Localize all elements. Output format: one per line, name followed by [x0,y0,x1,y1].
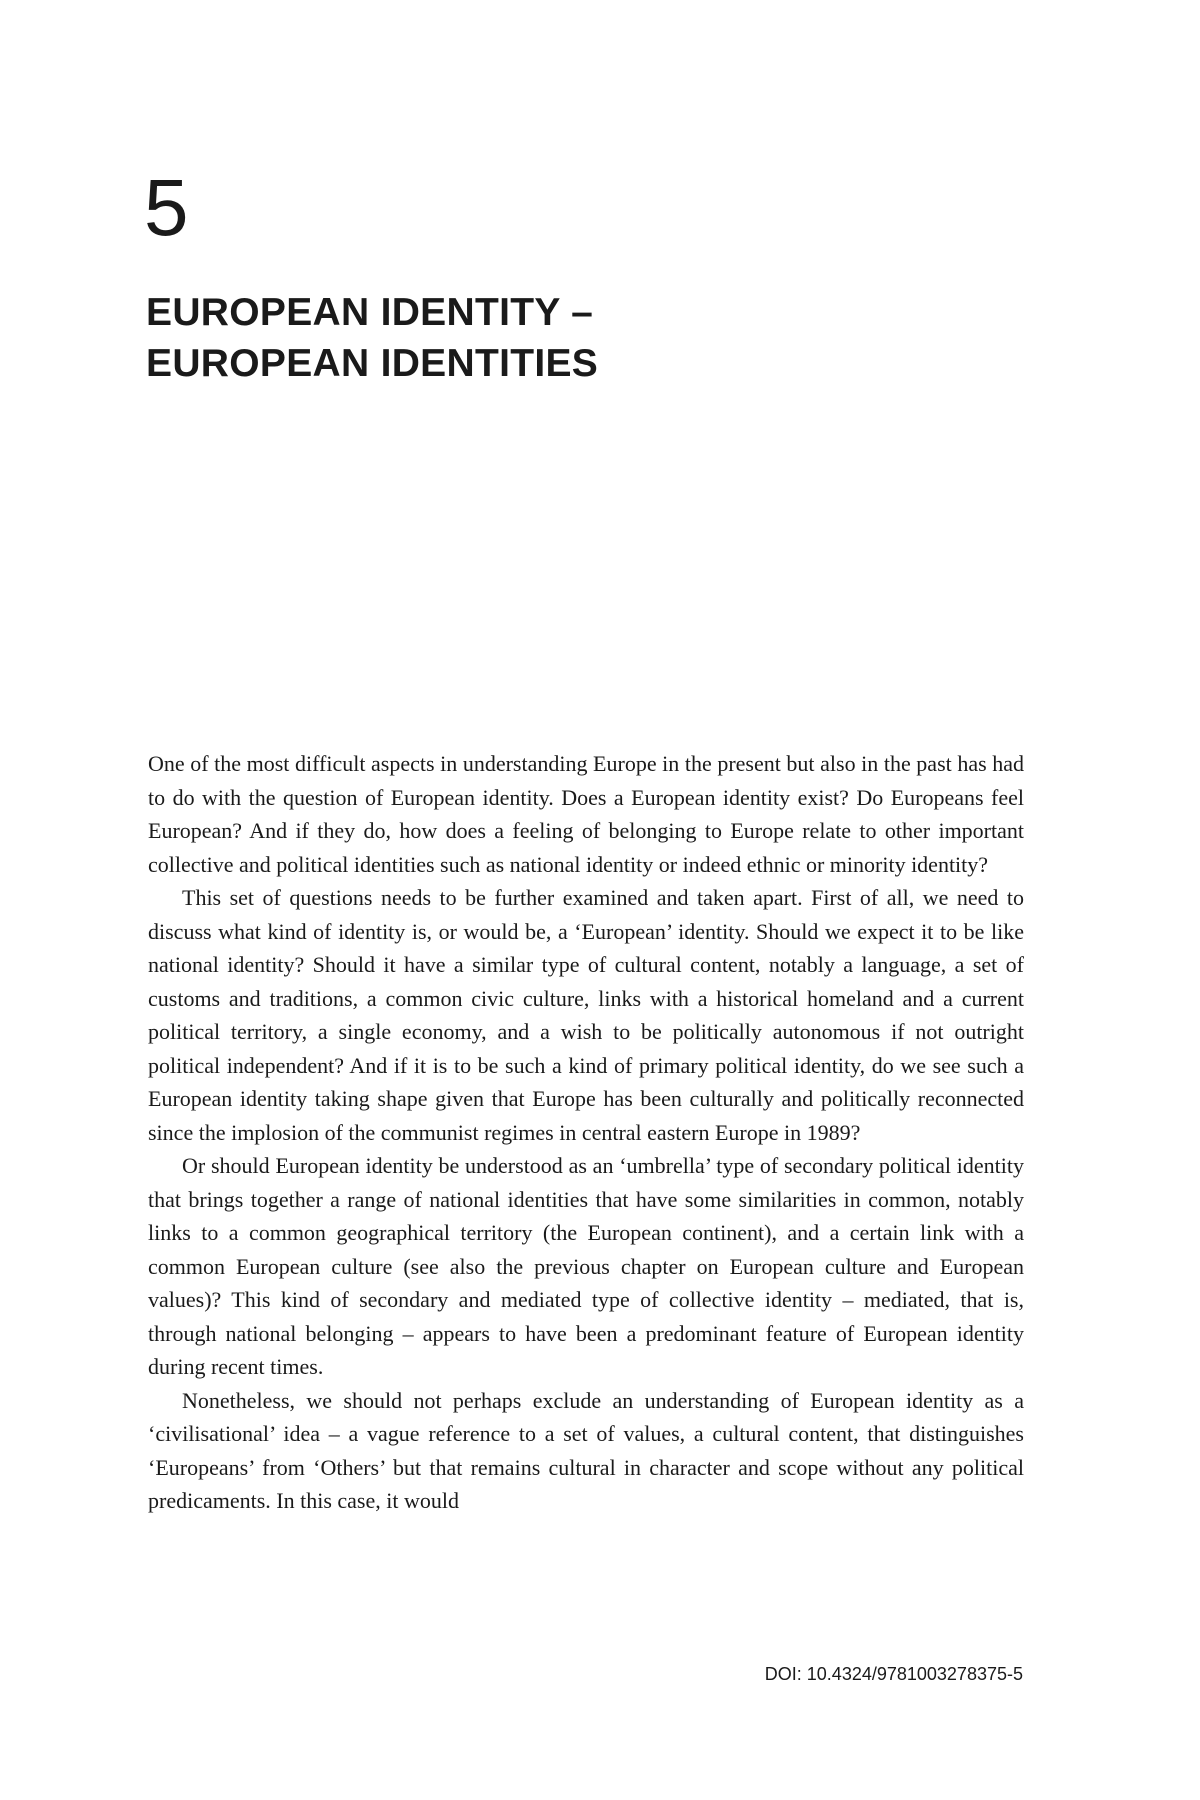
paragraph: Or should European identity be understood as an ‘umbrella’ type of secondary political identity that brings together a range of national identities that have some similarities in common, notably links to a common geographical territory (the European continent), and a certain link with a common European culture (see also the previous chapter on European culture and European values)? This kind of secondary and mediated type of collective identity – mediated, that is, through national belonging – appears to have been a predominant feature of European identity during recent times. [148,1153,1024,1379]
paragraph: Nonetheless, we should not perhaps exclude an understanding of European identity as a ‘civilisational’ idea – a vague reference to a set of values, a cultural content, that distinguishes ‘Europeans’ from ‘Others’ but that remains cultural in character and scope without any political predicaments. In this case, it would [148,1387,1024,1513]
chapter-title-line-1: EUROPEAN IDENTITY – [146,291,594,334]
chapter-title-line-2: EUROPEAN IDENTITIES [146,342,599,385]
doi-footer: DOI: 10.4324/9781003278375-5 [764,1664,1023,1684]
chapter-number: 5 [144,163,189,252]
paragraph: One of the most difficult aspects in understanding Europe in the present but also in the past has had to do with the question of European identity. Does a European identity exist? Do Europeans feel European? And if they do, how does a feeling of belonging to Europe relate to other important collective and political identities such as national identity or indeed ethnic or minority identity? [148,751,1024,877]
body-text [148,747,1024,1518]
paragraph: This set of questions needs to be further examined and taken apart. First of all, we need to discuss what kind of identity is, or would be, a ‘European’ identity. Should we expect it to be like national identity? Should it have a similar type of cultural content, notably a language, a set of customs and traditions, a common civic culture, links with a historical homeland and a current political territory, a single economy, and a wish to be politically autonomous if not outright political independent? And if it is to be such a kind of primary political identity, do we see such a European identity taking shape given that Europe has been culturally and politically reconnected since the implosion of the communist regimes in central eastern Europe in 1989? [148,885,1024,1145]
chapter-title [146,287,598,389]
